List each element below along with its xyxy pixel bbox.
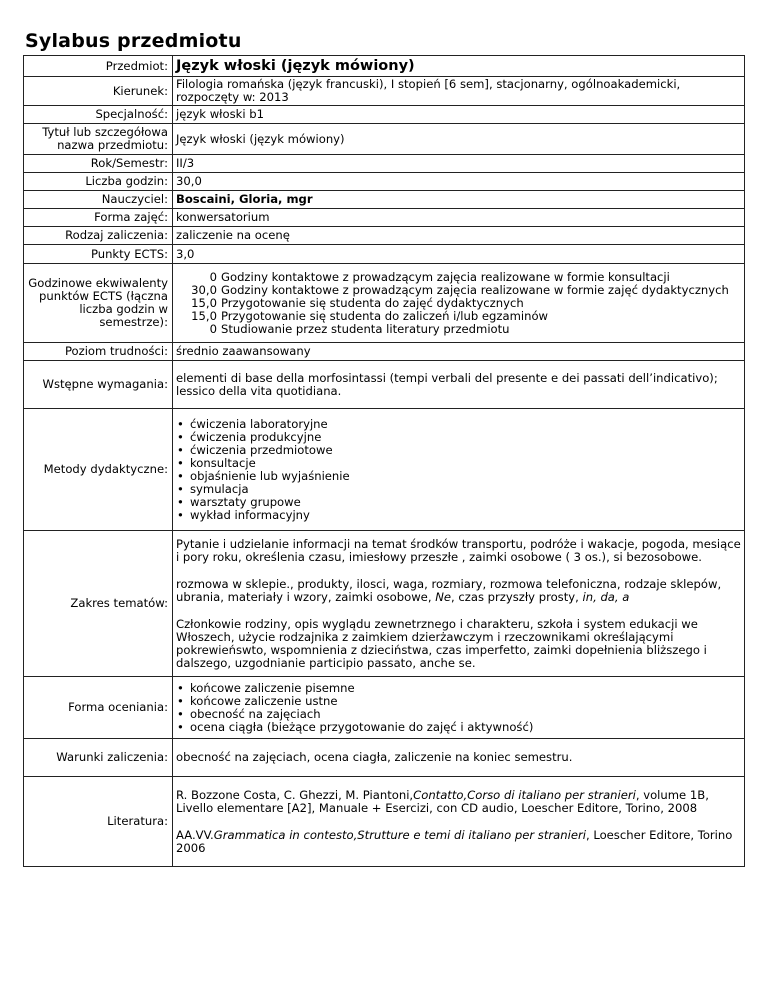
value-rodzaj: zaliczenie na ocenę: [173, 227, 745, 245]
literatura-text: AA.VV.: [176, 827, 214, 842]
literatura-title: Contatto,Corso di italiano per stranieri: [413, 787, 636, 802]
godzinowe-item: [176, 297, 741, 310]
value-warunki: obecność na zajęciach, ocena ciagła, zaliczenie na koniec semestru.: [173, 739, 745, 777]
row-forma: [24, 209, 745, 227]
row-metody: [24, 409, 745, 531]
row-rok: [24, 155, 745, 173]
list-item: • ćwiczenia laboratoryjne: [176, 418, 741, 431]
row-rodzaj: [24, 227, 745, 245]
literatura-text: , volume 1B, Livello elementare [A2], Manuale + Esercizi, con CD audio, Loescher Editore, Torino, 2008: [176, 787, 709, 815]
label-ects: Punkty ECTS:: [24, 245, 173, 264]
list-item: • ćwiczenia przedmiotowe: [176, 444, 741, 457]
row-godzinowe: [24, 264, 745, 343]
label-rodzaj: Rodzaj zaliczenia:: [24, 227, 173, 245]
literatura-item-2: [176, 829, 741, 855]
label-godzinowe: Godzinowe ekwiwalenty punktów ECTS (łączna liczba godzin w semestrze):: [24, 264, 173, 343]
label-metody: Metody dydaktyczne:: [24, 409, 173, 531]
row-warunki: [24, 739, 745, 777]
syllabus-table: [23, 55, 745, 867]
godzinowe-list: [173, 264, 745, 343]
list-item: • końcowe zaliczenie ustne: [176, 695, 741, 708]
value-tytul: Język włoski (język mówiony): [173, 124, 745, 155]
row-poziom: [24, 343, 745, 361]
spacer: [176, 815, 741, 829]
label-literatura: Literatura:: [24, 777, 173, 867]
label-wstepne: Wstępne wymagania:: [24, 361, 173, 409]
godzinowe-text: Przygotowanie się studenta do zaliczeń i/lub egzaminów: [221, 308, 549, 323]
spacer: [176, 604, 741, 618]
row-specjalnosc: [24, 106, 745, 124]
list-item: • objaśnienie lub wyjaśnienie: [176, 470, 741, 483]
godzinowe-item: [176, 284, 741, 297]
label-poziom: Poziom trudności:: [24, 343, 173, 361]
ocenianie-list: [176, 682, 741, 734]
label-nauczyciel: Nauczyciel:: [24, 191, 173, 209]
metody-list: [176, 418, 741, 522]
row-przedmiot: [24, 56, 745, 77]
label-przedmiot: Przedmiot:: [24, 56, 173, 77]
label-forma: Forma zajęć:: [24, 209, 173, 227]
row-tytul: [24, 124, 745, 155]
value-forma: konwersatorium: [173, 209, 745, 227]
row-ects: [24, 245, 745, 264]
list-item: • obecność na zajęciach: [176, 708, 741, 721]
list-item: • konsultacje: [176, 457, 741, 470]
list-item: • warsztaty grupowe: [176, 496, 741, 509]
label-kierunek: Kierunek:: [24, 77, 173, 106]
zakres-text: , czas przyszły prosty,: [451, 589, 583, 604]
zakres-text: rozmowa w sklepie., produkty, ilosci, waga, rozmiary, rozmowa telefoniczna, rodzaje sklepów, ubrania, materiały i wzory, zaimki osobowe,: [176, 576, 722, 604]
row-zakres: [24, 531, 745, 677]
literatura-text: , Loescher Editore, Torino 2006: [176, 827, 733, 855]
label-warunki: Warunki zaliczenia:: [24, 739, 173, 777]
godzinowe-hours: 15,0: [191, 308, 217, 323]
zakres-italic: Ne: [435, 589, 452, 604]
page-title: Sylabus przedmiotu: [25, 30, 242, 52]
literatura-title: Grammatica in contesto,Strutture e temi di italiano per stranieri: [213, 827, 586, 842]
godzinowe-hours: 15,0: [191, 295, 217, 310]
godzinowe-hours: 0: [209, 321, 217, 336]
zakres-paragraph-2: [176, 578, 741, 604]
godzinowe-hours: 0: [209, 269, 217, 284]
zakres-paragraph-3: Członkowie rodziny, opis wyglądu zewnetrznego i charakteru, szkoła i system edukacji we Włoszech, użycie rodzajnika z zaimkiem dzierżawczym i rzeczownikami określającymi pokrewieńswto, wspomnienia z dzieciństwa, czas imperfetto, zaimki dopełnienia bliższego i dalszego, uzgodnianie participio passato, anche se.: [176, 616, 707, 670]
row-literatura: [24, 777, 745, 867]
list-item: • symulacja: [176, 483, 741, 496]
value-nauczyciel-cell: [173, 191, 745, 209]
row-ocenianie: [24, 677, 745, 739]
list-item: • wykład informacyjny: [176, 509, 741, 522]
row-kierunek: [24, 77, 745, 106]
row-wstepne: [24, 361, 745, 409]
label-godziny: Liczba godzin:: [24, 173, 173, 191]
literatura-cell: [173, 777, 745, 867]
label-zakres: Zakres tematów:: [24, 531, 173, 677]
row-godziny: [24, 173, 745, 191]
label-rok: Rok/Semestr:: [24, 155, 173, 173]
value-przedmiot: Język włoski (język mówiony): [173, 56, 745, 77]
literatura-text: R. Bozzone Costa, C. Ghezzi, M. Piantoni,: [176, 787, 414, 802]
godzinowe-item: [176, 323, 741, 336]
label-tytul: Tytuł lub szczegółowa nazwa przedmiotu:: [24, 124, 173, 155]
godzinowe-text: Godziny kontaktowe z prowadzącym zajęcia realizowane w formie zajęć dydaktycznych: [221, 282, 729, 297]
label-specjalnosc: Specjalność:: [24, 106, 173, 124]
zakres-cell: [173, 531, 745, 677]
value-godziny: 30,0: [173, 173, 745, 191]
godzinowe-hours: 30,0: [191, 282, 217, 297]
value-nauczyciel: Boscaini, Gloria, mgr: [176, 192, 313, 206]
ocenianie-cell: [173, 677, 745, 739]
list-item: • ocena ciągła (bieżące przygotowanie do zajęć i aktywność): [176, 721, 741, 734]
godzinowe-text: Godziny kontaktowe z prowadzącym zajęcia realizowane w formie konsultacji: [221, 269, 670, 284]
value-ects: 3,0: [173, 245, 745, 264]
list-item: • końcowe zaliczenie pisemne: [176, 682, 741, 695]
literatura-item-1: [176, 789, 741, 815]
label-ocenianie: Forma oceniania:: [24, 677, 173, 739]
value-rok: II/3: [173, 155, 745, 173]
metody-cell: [173, 409, 745, 531]
list-item: • ćwiczenia produkcyjne: [176, 431, 741, 444]
zakres-italic: in, da, a: [582, 589, 630, 604]
spacer: [176, 564, 741, 578]
godzinowe-item: [176, 310, 741, 323]
godzinowe-text: Przygotowanie się studenta do zajęć dydaktycznych: [221, 295, 524, 310]
value-kierunek: Filologia romańska (język francuski), I stopień [6 sem], stacjonarny, ogólnoakademicki, rozpoczęty w: 2013: [173, 77, 745, 106]
row-nauczyciel: [24, 191, 745, 209]
godzinowe-item: [176, 271, 741, 284]
godzinowe-text: Studiowanie przez studenta literatury przedmiotu: [221, 321, 510, 336]
value-poziom: średnio zaawansowany: [173, 343, 745, 361]
zakres-paragraph-1: Pytanie i udzielanie informacji na temat środków transportu, podróże i wakacje, pogoda, mesiące i pory roku, określenia czasu, imiesłowy przeszłe , zaimki osobowe ( 3 os.), si bezosobowe.: [176, 536, 741, 564]
value-wstepne: elementi di base della morfosintassi (tempi verbali del presente e dei passati dell’indicativo); lessico della vita quotidiana.: [173, 361, 745, 409]
value-specjalnosc: język włoski b1: [173, 106, 745, 124]
